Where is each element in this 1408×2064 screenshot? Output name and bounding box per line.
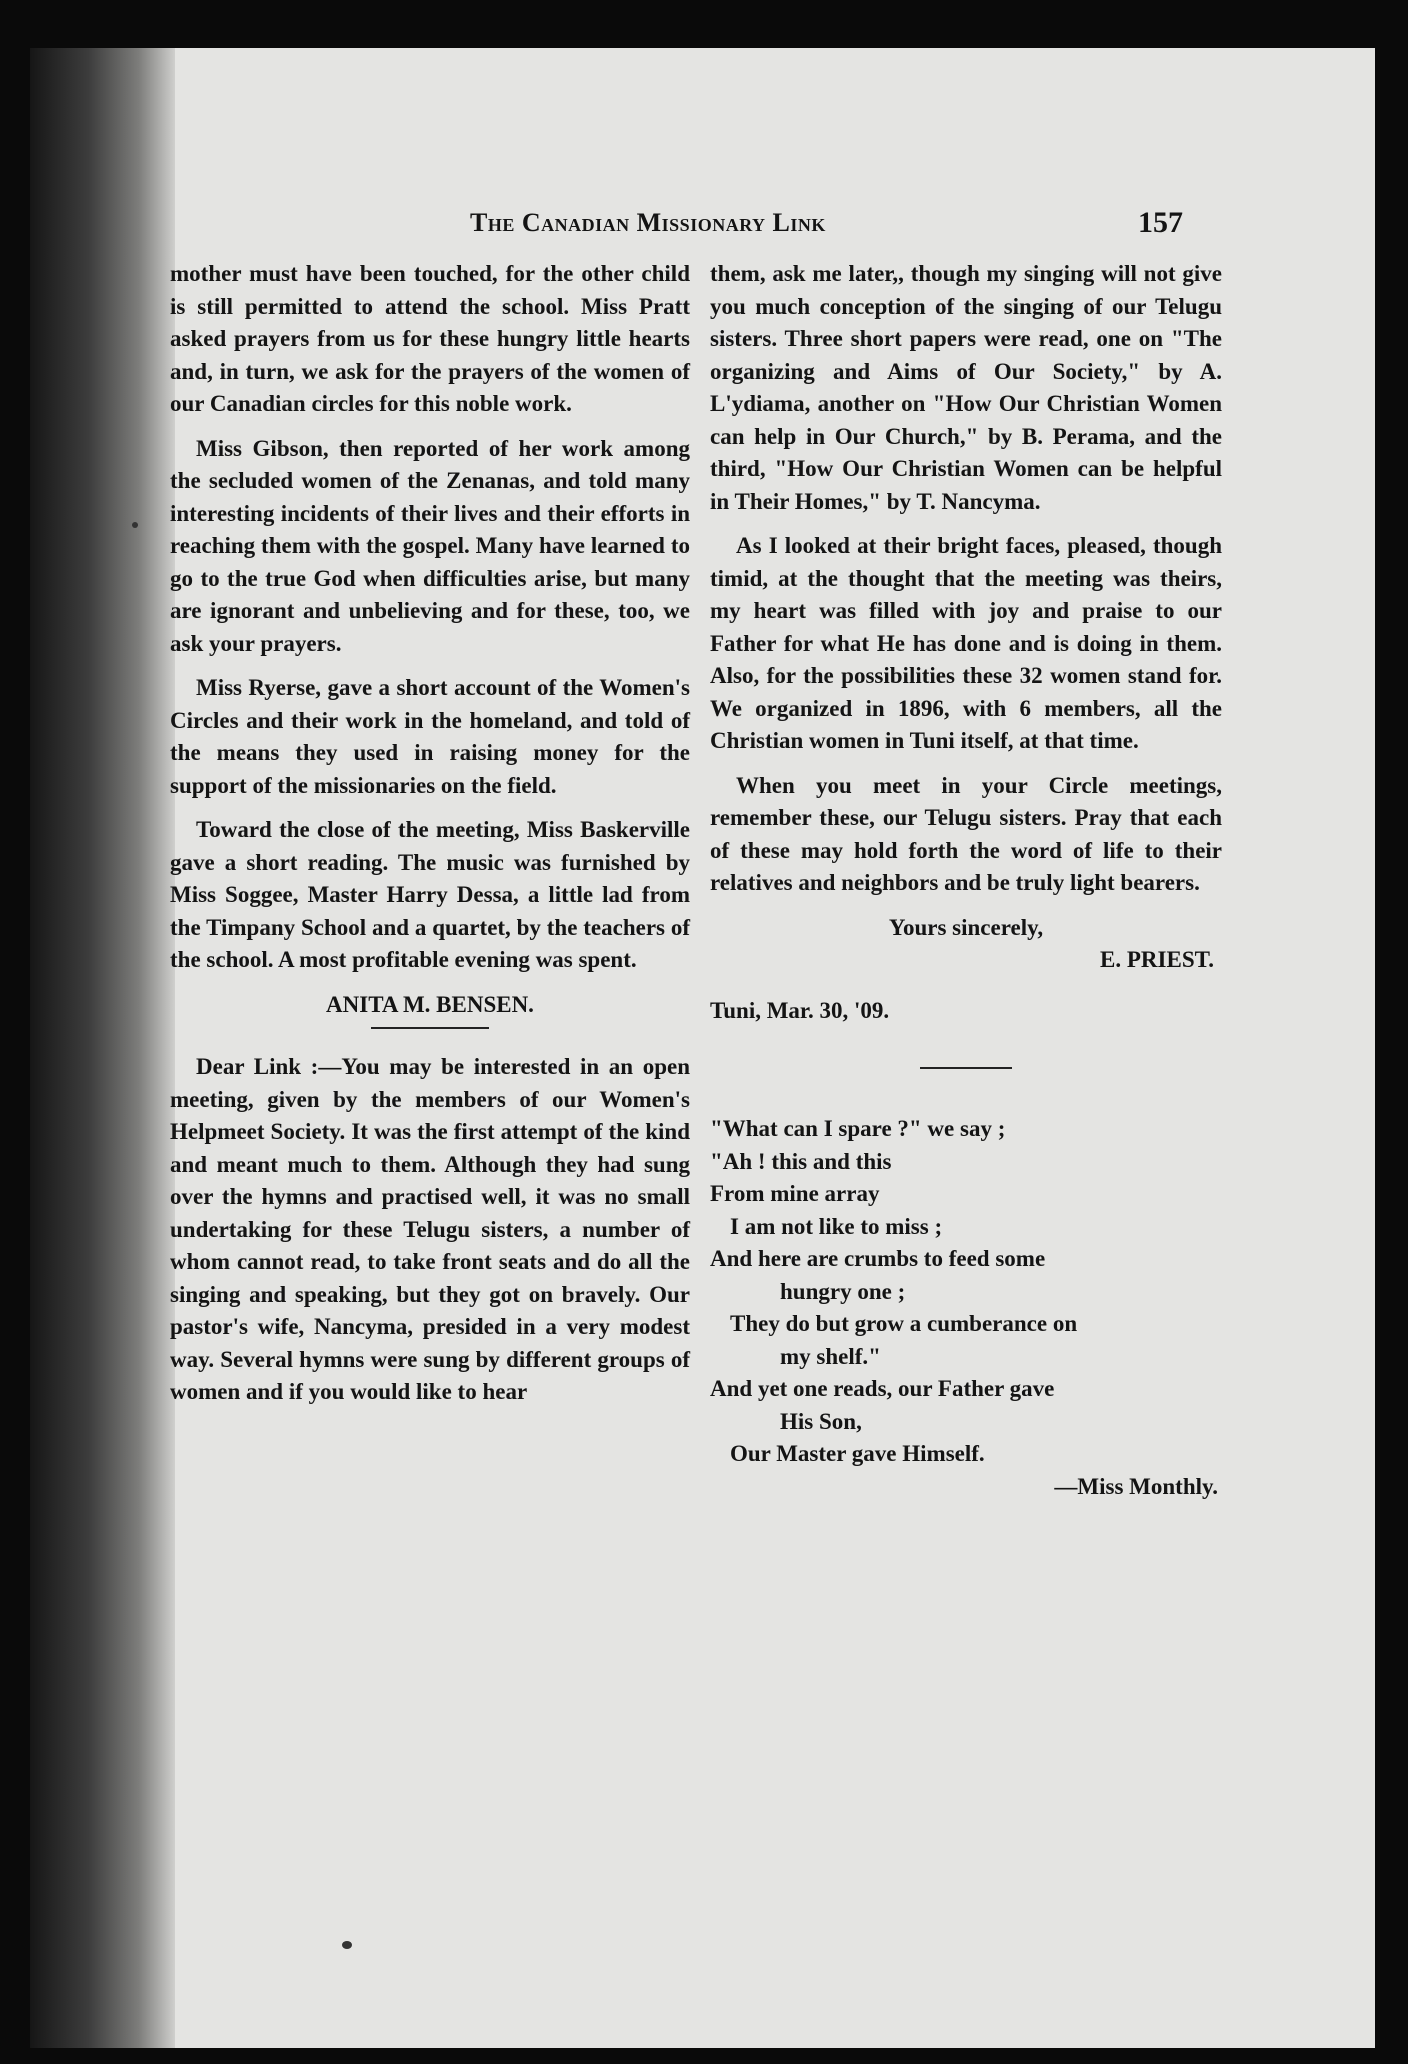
left-paragraph-4: Toward the close of the meeting, Miss Baskerville gave a short reading. The music was furnished by Miss Soggee, Master Harry Dessa, a little lad from the Timpany School and a quartet, by the teachers of the school. A most profitable evening was spent. <box>170 817 690 972</box>
left-column <box>170 258 690 1421</box>
book-spine-shadow <box>30 48 175 2048</box>
left-paragraph-1: mother must have been touched, for the other child is still permitted to attend the school. Miss Pratt asked prayers from us for these hungry little hearts and, in turn, we ask for the prayers of the women of our Canadian circles for this noble work. <box>170 261 690 416</box>
section-divider-right <box>920 1067 1012 1069</box>
poem-line: Our Master gave Himself. <box>730 1441 985 1466</box>
poem-attribution: —Miss Monthly. <box>1054 1473 1218 1499</box>
poem-line: "Ah ! this and this <box>710 1148 892 1174</box>
closing-line: Yours sincerely, <box>888 914 1044 940</box>
right-paragraph-2: As I looked at their bright faces, pleased, though timid, at the thought that the meeting was theirs, my heart was filled with joy and praise to our Father for what He has done and is doing in them. Also, for the possibilities these 32 women stand for. We organized in 1896, with 6 members, all the Christian women in Tuni itself, at that time. <box>710 533 1222 753</box>
signature-priest: E. PRIEST. <box>1100 947 1214 972</box>
signature-bensen: ANITA M. BENSEN. <box>326 991 534 1017</box>
poem-line: From mine array <box>710 1181 880 1206</box>
poem-line: "What can I spare ?" we say ; <box>710 1116 1006 1141</box>
left-paragraph-3: Miss Ryerse, gave a short account of the Women's Circles and their work in the homeland, and told of the means they used in raising money for the support of the missionaries on the field. <box>170 675 690 798</box>
speck <box>342 1941 352 1949</box>
poem-line: His Son, <box>780 1408 862 1434</box>
poem-line: And here are crumbs to feed some <box>710 1246 1046 1271</box>
page-scan <box>30 48 1375 2048</box>
speck <box>132 522 138 528</box>
poem-line: They do but grow a cumberance on <box>730 1311 1078 1336</box>
running-title: The Canadian Missionary Link <box>470 208 826 237</box>
left-paragraph-5: Dear Link :—You may be interested in an open meeting, given by the members of our Women's Helpmeet Society. It was the first attempt of the kind and meant much to them. Although they had sung over the hymns and practised well, it was no small undertaking for these Telugu sisters, a number of whom cannot read, to take front seats and do all the singing and speaking, but they got on bravely. Our pastor's wife, Nancyma, presided in a very modest way. Several hymns were sung by different groups of women and if you would like to hear <box>170 1054 690 1404</box>
right-paragraph-3: When you meet in your Circle meetings, remember these, our Telugu sisters. Pray that each of these may hold forth the word of life to their relatives and neighbors and be truly light bearers. <box>710 772 1222 895</box>
place-date: Tuni, Mar. 30, '09. <box>710 997 890 1023</box>
poem-line: I am not like to miss ; <box>730 1213 943 1239</box>
left-paragraph-2: Miss Gibson, then reported of her work among the secluded women of the Zenanas, and told many interesting incidents of their lives and their efforts in reaching them with the gospel. Many have learned to go to the true God when difficulties arise, but many are ignorant and unbelieving and for these, too, we ask your prayers. <box>170 435 690 656</box>
poem-line: my shelf." <box>780 1343 881 1369</box>
right-paragraph-1: them, ask me later,, though my singing will not give you much conception of the singing of our Telugu sisters. Three short papers were read, one on "The organizing and Aims of Our Society," by A. L'ydiama, another on "How Our Christian Women can help in Our Church," by B. Perama, and the third, "How Our Christian Women can be helpful in Their Homes," by T. Nancyma. <box>710 261 1222 514</box>
poem-line: hungry one ; <box>780 1278 906 1304</box>
section-divider-left <box>371 1027 489 1029</box>
poem-line: And yet one reads, our Father gave <box>710 1376 1055 1401</box>
right-column <box>710 258 1222 1503</box>
page-number: 157 <box>1138 206 1183 239</box>
poem <box>710 1113 1222 1503</box>
